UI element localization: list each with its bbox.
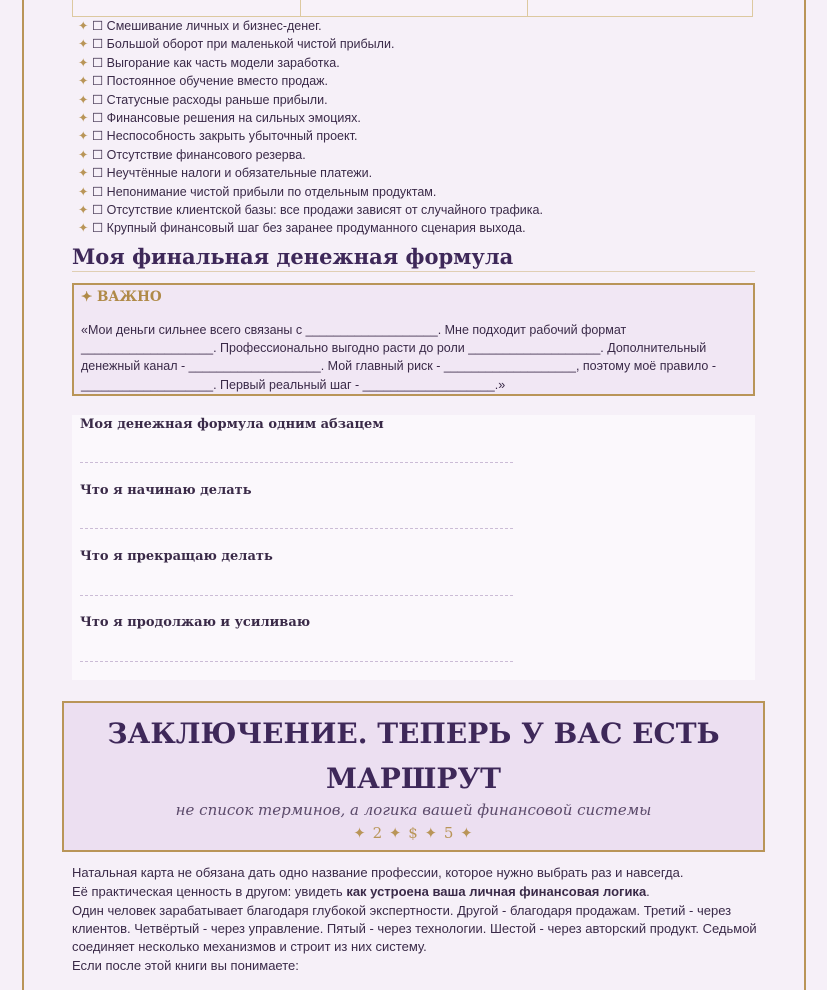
body-text-span: Её практическая ценность в другом: увидеть bbox=[72, 884, 347, 899]
body-paragraph: Если после этой книги вы понимаете: bbox=[72, 958, 299, 973]
risk-checklist bbox=[78, 17, 543, 238]
answer-line[interactable] bbox=[80, 661, 513, 662]
star-bullet-icon: ✦ bbox=[78, 129, 89, 144]
table-divider bbox=[527, 0, 528, 16]
conclusion-title-line2: МАРШРУТ bbox=[326, 762, 501, 795]
checklist-item-text: Крупный финансовый шаг без заранее продуманного сценария выхода. bbox=[106, 221, 526, 236]
conclusion-banner bbox=[62, 701, 765, 852]
checkbox-icon[interactable]: ☐ bbox=[91, 166, 104, 181]
star-ornament-icon: ✦ 2 ✦ $ ✦ 5 ✦ bbox=[353, 824, 474, 842]
answer-line[interactable] bbox=[80, 528, 513, 529]
page-border-right bbox=[804, 0, 806, 990]
page-border-left bbox=[22, 0, 24, 990]
checklist-item-text: Смешивание личных и бизнес-денег. bbox=[106, 19, 322, 33]
checklist-item bbox=[78, 146, 543, 164]
conclusion-body bbox=[72, 864, 762, 976]
checklist-item-text: Неспособность закрыть убыточный проект. bbox=[106, 129, 358, 144]
checklist-item bbox=[78, 183, 543, 201]
checklist-item bbox=[78, 35, 543, 53]
star-bullet-icon: ✦ bbox=[78, 166, 89, 181]
worksheet-question: Что я начинаю делать bbox=[80, 483, 252, 498]
worksheet-question: Что я прекращаю делать bbox=[80, 549, 273, 564]
star-bullet-icon: ✦ bbox=[78, 74, 89, 89]
star-bullet-icon: ✦ bbox=[78, 110, 89, 125]
checklist-item-text: Большой оборот при маленькой чистой прибыли. bbox=[106, 37, 395, 52]
checklist-item-text: Финансовые решения на сильных эмоциях. bbox=[106, 110, 361, 125]
checklist-item-text: Отсутствие финансового резерва. bbox=[106, 147, 306, 162]
star-bullet-icon: ✦ bbox=[78, 37, 89, 52]
star-bullet-icon: ✦ bbox=[78, 19, 89, 33]
checkbox-icon[interactable]: ☐ bbox=[91, 19, 104, 33]
checkbox-icon[interactable]: ☐ bbox=[91, 74, 104, 89]
star-bullet-icon: ✦ bbox=[78, 184, 89, 199]
checklist-item bbox=[78, 219, 543, 237]
checkbox-icon[interactable]: ☐ bbox=[91, 221, 104, 236]
checklist-item bbox=[78, 164, 543, 182]
conclusion-title bbox=[64, 711, 763, 801]
checkbox-icon[interactable]: ☐ bbox=[91, 55, 104, 70]
formula-template-text: «Мои деньги сильнее всего связаны с ___________________. Мне подходит рабочий формат ___________________. Профессионально выгодно расти до роли ___________________. Дополнительный денежный канал - ___________________. Мой главный риск - ___________________, поэтому моё правило - ___________________. Первый реальный шаг - ___________________.» bbox=[81, 323, 717, 392]
important-label: ✦ ВАЖНО bbox=[81, 289, 162, 305]
checklist-item-text: Непонимание чистой прибыли по отдельным продуктам. bbox=[106, 184, 437, 199]
checklist-item bbox=[78, 127, 543, 145]
checklist-item bbox=[78, 72, 543, 90]
checklist-item-text: Выгорание как часть модели заработка. bbox=[106, 55, 340, 70]
checklist-item bbox=[78, 54, 543, 72]
checklist-item-text: Отсутствие клиентской базы: все продажи зависят от случайного трафика. bbox=[106, 202, 543, 217]
checkbox-icon[interactable]: ☐ bbox=[91, 202, 104, 217]
important-callout bbox=[72, 283, 755, 396]
checklist-item bbox=[78, 109, 543, 127]
body-paragraph: Один человек зарабатывает благодаря глубокой экспертности. Другой - благодаря продажам. Третий - через клиентов. Четвёртый - через управление. Пятый - через технологии. Шестой - через авторский продукт. Седьмой соединяет несколько механизмов и строит из них систему. bbox=[72, 903, 757, 954]
checklist-item bbox=[78, 17, 543, 35]
table-bottom-edge bbox=[72, 0, 753, 17]
checklist-item bbox=[78, 201, 543, 219]
star-bullet-icon: ✦ bbox=[78, 147, 89, 162]
checklist-item-text: Постоянное обучение вместо продаж. bbox=[106, 74, 328, 89]
checklist-item-text: Неучтённые налоги и обязательные платежи. bbox=[106, 166, 373, 181]
star-bullet-icon: ✦ bbox=[78, 221, 89, 236]
checkbox-icon[interactable]: ☐ bbox=[91, 110, 104, 125]
checkbox-icon[interactable]: ☐ bbox=[91, 129, 104, 144]
star-bullet-icon: ✦ bbox=[78, 55, 89, 70]
checklist-item-text: Статусные расходы раньше прибыли. bbox=[106, 92, 328, 107]
body-paragraph: Натальная карта не обязана дать одно название профессии, которое нужно выбрать раз и навсегда. bbox=[72, 865, 684, 880]
star-bullet-icon: ✦ bbox=[78, 92, 89, 107]
body-text-span: . bbox=[646, 884, 650, 899]
body-emphasis: как устроена ваша личная финансовая логика bbox=[346, 884, 647, 899]
conclusion-subtitle: не список терминов, а логика вашей финансовой системы bbox=[175, 801, 652, 819]
star-bullet-icon: ✦ bbox=[78, 202, 89, 217]
answer-line[interactable] bbox=[80, 462, 513, 463]
checkbox-icon[interactable]: ☐ bbox=[91, 147, 104, 162]
worksheet-question: Что я продолжаю и усиливаю bbox=[80, 615, 311, 630]
checkbox-icon[interactable]: ☐ bbox=[91, 184, 104, 199]
section-title: Моя финальная денежная формула bbox=[72, 244, 755, 272]
checkbox-icon[interactable]: ☐ bbox=[91, 37, 104, 52]
table-divider bbox=[300, 0, 301, 16]
worksheet-question: Моя денежная формула одним абзацем bbox=[80, 417, 384, 432]
checkbox-icon[interactable]: ☐ bbox=[91, 92, 104, 107]
checklist-item bbox=[78, 91, 543, 109]
body-paragraph bbox=[72, 883, 762, 901]
answer-line[interactable] bbox=[80, 595, 513, 596]
formula-worksheet bbox=[72, 415, 755, 680]
conclusion-title-line1: ЗАКЛЮЧЕНИЕ. ТЕПЕРЬ У ВАС ЕСТЬ bbox=[107, 717, 720, 750]
